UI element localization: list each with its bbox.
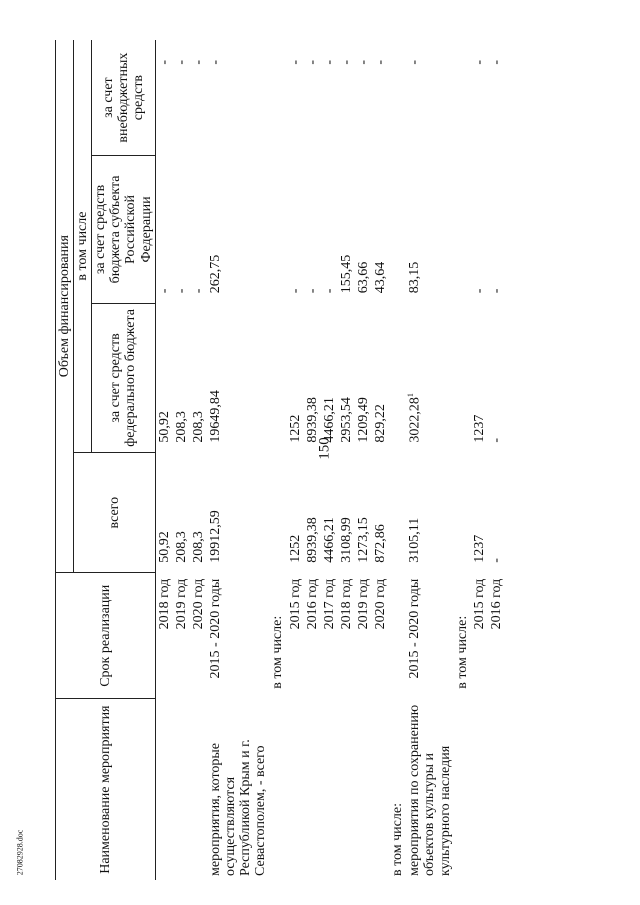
header-federal: за счет средств федерального бюджета (92, 303, 155, 452)
table-row (406, 40, 453, 880)
cell-name (321, 699, 338, 880)
cell-federal: 829,22 (373, 404, 389, 443)
cell-name (269, 699, 286, 880)
cell-total: 872,86 (373, 524, 389, 563)
cell-federal: 8939,38 (304, 397, 320, 443)
cell-name (372, 699, 389, 880)
cell-period: 2016 год (304, 578, 320, 630)
cell-name (304, 699, 321, 880)
cell-name: мероприятия по сохранению объектов культуры и культурного наследия (407, 704, 453, 876)
cell-period: 2020 год (373, 578, 389, 630)
cell-regional: - (287, 288, 303, 294)
financing-table (55, 40, 505, 880)
header-total: всего (74, 453, 156, 573)
cell-period: 2017 год (321, 578, 337, 630)
cell-extra: - (321, 60, 337, 65)
cell-period: в том числе: (454, 615, 470, 689)
cell-total: 19912,59 (207, 510, 223, 563)
cell-extra: - (338, 60, 354, 65)
cell-total (454, 453, 471, 573)
cell-period: 2018 год (338, 578, 354, 630)
cell-regional (389, 156, 406, 304)
cell-name (454, 699, 471, 880)
cell-extra: - (373, 60, 389, 65)
cell-name (338, 699, 355, 880)
cell-regional: - (471, 288, 487, 294)
header-financing: Объем финансирования (56, 40, 74, 573)
cell-total: 8939,38 (304, 517, 320, 563)
cell-name (190, 699, 207, 880)
cell-regional: - (304, 288, 320, 294)
table-row (321, 40, 338, 880)
cell-extra (454, 40, 471, 156)
cell-regional: 155,45 (338, 254, 354, 294)
cell-total: 50,92 (156, 531, 172, 563)
cell-extra: - (407, 60, 423, 65)
table-row (389, 40, 406, 880)
table-row (488, 40, 505, 880)
document-footer: 27082928.doc (15, 829, 25, 876)
cell-extra: - (355, 60, 371, 65)
footnote-marker: 1 (406, 393, 416, 398)
header-including: в том числе (74, 40, 92, 453)
cell-total: 1252 (287, 534, 303, 563)
cell-extra: - (488, 60, 504, 65)
cell-regional: 43,64 (373, 261, 389, 294)
cell-federal: 1237 (471, 414, 487, 443)
cell-total (269, 453, 286, 573)
cell-federal: 4466,21 (321, 397, 337, 443)
cell-name (173, 699, 190, 880)
cell-total: 4466,21 (321, 517, 337, 563)
cell-extra: - (304, 60, 320, 65)
cell-total: 3105,11 (407, 517, 423, 563)
cell-federal: 1252 (287, 414, 303, 443)
cell-name: в том числе: (390, 803, 406, 876)
cell-total (389, 453, 406, 573)
table-row (173, 40, 190, 880)
header-period: Срок реализации (56, 573, 156, 699)
cell-period: 2018 год (156, 578, 172, 630)
cell-name (471, 699, 488, 880)
rotated-table-container (55, 30, 605, 880)
cell-period: 2015 год (287, 578, 303, 630)
cell-period: 2019 год (173, 578, 189, 630)
cell-regional: - (488, 288, 504, 294)
cell-total: 1273,15 (355, 517, 371, 563)
cell-federal (454, 303, 471, 452)
table-row (269, 40, 286, 880)
cell-extra (269, 40, 286, 156)
table-row (304, 40, 321, 880)
cell-name: мероприятия, которые осуществляются Республикой Крым и г. Севастополем, - всего (207, 739, 269, 876)
table-body (155, 40, 505, 880)
cell-federal: 19649,84 (207, 390, 223, 443)
cell-extra: - (471, 60, 487, 65)
cell-period: 2015 - 2020 годы (407, 578, 423, 679)
cell-total: 208,3 (173, 531, 189, 563)
cell-federal: 208,3 (173, 411, 189, 443)
cell-federal: 3022,28$^1$ (406, 393, 423, 443)
cell-extra: - (156, 60, 172, 65)
cell-federal: 50,92 (156, 411, 172, 443)
cell-regional (269, 156, 286, 304)
cell-federal: 2953,54 (338, 397, 354, 443)
header-name: Наименование мероприятия (56, 699, 156, 880)
cell-total: - (488, 558, 504, 563)
cell-period: 2015 год (471, 578, 487, 630)
table-row (471, 40, 488, 880)
cell-extra: - (190, 60, 206, 65)
table-row (338, 40, 355, 880)
cell-federal (389, 303, 406, 452)
cell-period: в том числе: (270, 615, 286, 689)
cell-period: 2016 год (488, 578, 504, 630)
page-number: 150 (316, 437, 333, 460)
header-regional: за счет средств бюджета субъекта Российской Федерации (92, 156, 155, 304)
cell-regional (454, 156, 471, 304)
cell-regional: - (190, 288, 206, 294)
cell-name (488, 699, 505, 880)
table-row (207, 40, 269, 880)
cell-regional: - (173, 288, 189, 294)
cell-extra: - (207, 60, 223, 65)
cell-federal: 1209,49 (355, 397, 371, 443)
cell-regional: - (321, 288, 337, 294)
cell-regional: 83,15 (407, 261, 423, 294)
cell-extra: - (287, 60, 303, 65)
cell-federal (269, 303, 286, 452)
cell-regional: - (156, 288, 172, 294)
header-extra: за счет внебюджетных средств (92, 40, 155, 156)
cell-federal: - (488, 437, 504, 443)
cell-total: 1237 (471, 534, 487, 563)
table-row (372, 40, 389, 880)
cell-period (389, 573, 406, 699)
table-row (155, 40, 173, 880)
cell-period: 2020 год (190, 578, 206, 630)
cell-federal: 208,3 (190, 411, 206, 443)
cell-total: 208,3 (190, 531, 206, 563)
cell-regional: 63,66 (355, 261, 371, 294)
cell-period: 2019 год (355, 578, 371, 630)
cell-name (287, 699, 304, 880)
table-row (190, 40, 207, 880)
table-row (454, 40, 471, 880)
cell-name (155, 699, 173, 880)
cell-period: 2015 - 2020 годы (207, 578, 223, 679)
cell-name (355, 699, 372, 880)
cell-regional: 262,75 (207, 254, 223, 294)
table-row (355, 40, 372, 880)
cell-total: 3108,99 (338, 517, 354, 563)
cell-extra (389, 40, 406, 156)
table-row (287, 40, 304, 880)
cell-extra: - (173, 60, 189, 65)
